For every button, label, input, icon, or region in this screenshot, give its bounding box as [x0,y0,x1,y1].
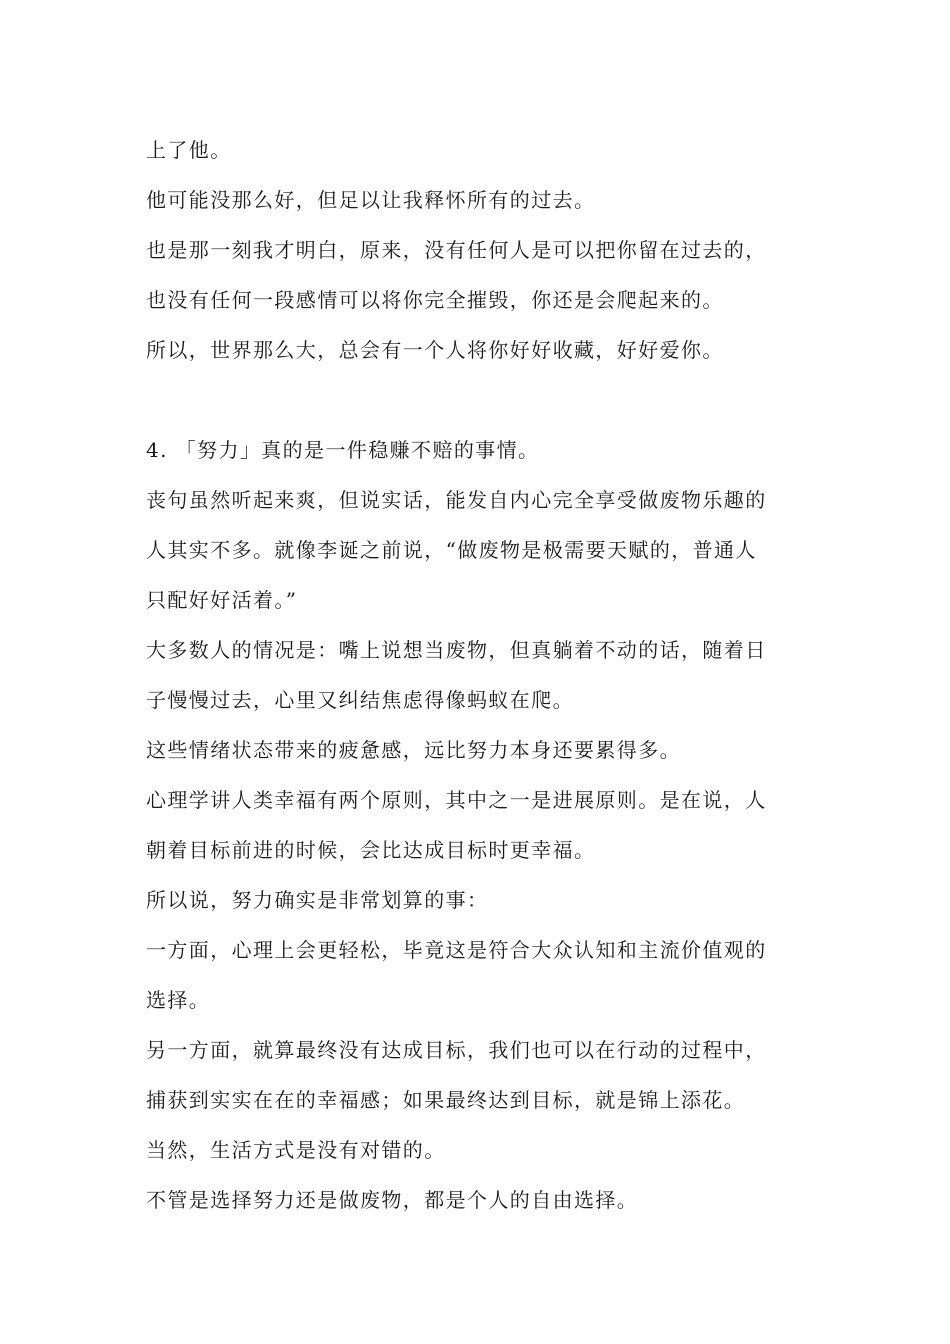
text-line: 上了他。 [146,138,232,162]
text-line: 这些情绪状态带来的疲惫感，远比努力本身还要累得多。 [146,738,681,762]
text-line: 不管是选择努力还是做废物，都是个人的自由选择。 [146,1188,639,1212]
text-line: 心理学讲人类幸福有两个原则，其中之一是进展原则。是在说，人 [146,788,767,812]
text-line: 选择。 [146,988,211,1012]
text-line: 也没有任何一段感情可以将你完全摧毁，你还是会爬起来的。 [146,288,724,312]
text-line: 人其实不多。就像李诞之前说，“做废物是极需要天赋的，普通人 [146,538,757,562]
text-line: 朝着目标前进的时候，会比达成目标时更幸福。 [146,838,596,862]
text-line: 另一方面，就算最终没有达成目标，我们也可以在行动的过程中， [146,1038,767,1062]
text-line: 一方面，心理上会更轻松，毕竟这是符合大众认知和主流价值观的 [146,938,767,962]
text-line: 丧句虽然听起来爽，但说实话，能发自内心完全享受做废物乐趣的 [146,488,767,512]
text-line: 也是那一刻我才明白，原来，没有任何人是可以把你留在过去的， [146,238,767,262]
text-line: 捕获到实实在在的幸福感；如果最终达到目标，就是锦上添花。 [146,1088,746,1112]
text-line: 所以，世界那么大，总会有一个人将你好好收藏，好好爱你。 [146,338,724,362]
text-line: 当然，生活方式是没有对错的。 [146,1138,446,1162]
text-line: 大多数人的情况是：嘴上说想当废物，但真躺着不动的话，随着日 [146,638,767,662]
text-line: 子慢慢过去，心里又纠结焦虑得像蚂蚁在爬。 [146,688,574,712]
text-block-previous-section [146,125,826,375]
text-line: 他可能没那么好，但足以让我释怀所有的过去。 [146,188,596,212]
text-line: 所以说，努力确实是非常划算的事： [146,888,489,912]
text-line: 只配好好活着。” [146,588,298,612]
section-heading: 4. 「努力」真的是一件稳赚不赔的事情。 [146,438,540,462]
text-block-section-4 [146,425,826,1225]
